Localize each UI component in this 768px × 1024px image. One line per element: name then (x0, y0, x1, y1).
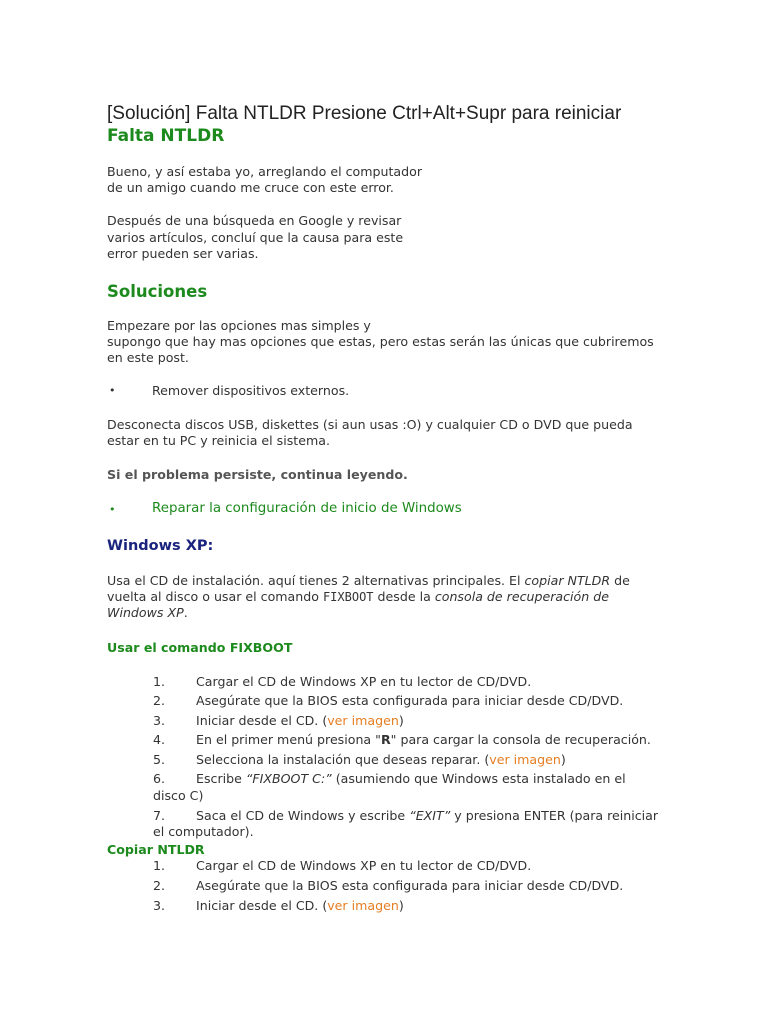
heading-copiar-ntldr: Copiar NTLDR (107, 842, 205, 857)
step-number: 1. (153, 674, 166, 689)
usa-line-1: Usa el CD de instalación. aquí tienes 2 alternativas principales. El copiar NTLDR de (107, 573, 630, 588)
page-title: [Solución] Falta NTLDR Presione Ctrl+Alt+Supr para reiniciar (107, 103, 622, 124)
step-number: 3. (153, 713, 166, 728)
ver-imagen-link[interactable]: ver imagen (327, 713, 399, 728)
heading-windows-xp: Windows XP: (107, 538, 214, 554)
ver-imagen-link[interactable]: ver imagen (327, 898, 399, 913)
step-number: 4. (153, 732, 166, 747)
intro-line-4: varios artículos, concluí que la causa para este (107, 230, 404, 245)
step-number: 6. (153, 771, 166, 786)
usa-line-3: Windows XP. (107, 605, 188, 620)
heading-falta-ntldr: Falta NTLDR (107, 126, 225, 146)
bullet-reparar: Reparar la configuración de inicio de Windows (152, 501, 462, 516)
heading-soluciones: Soluciones (107, 282, 208, 301)
fixboot-step-7-cont: el computador). (153, 824, 254, 839)
ver-imagen-link[interactable]: ver imagen (489, 752, 561, 767)
fixboot-step-7: Saca el CD de Windows y escribe “EXIT” y presiona ENTER (para reiniciar (196, 808, 659, 823)
soluciones-line-3: en este post. (107, 350, 189, 365)
step-number: 1. (153, 858, 166, 873)
copiar-step-1: Cargar el CD de Windows XP en tu lector de CD/DVD. (196, 858, 532, 873)
desconecta-line-1: Desconecta discos USB, diskettes (si aun usas :O) y cualquier CD o DVD que pueda (107, 417, 633, 432)
step-number: 7. (153, 808, 166, 823)
intro-line-5: error pueden ser varias. (107, 246, 259, 261)
fixboot-step-4: En el primer menú presiona "R" para cargar la consola de recuperación. (196, 732, 651, 747)
step-number: 2. (153, 878, 166, 893)
bullet-marker: • (109, 503, 116, 516)
step-number: 2. (153, 693, 166, 708)
step-number: 3. (153, 898, 166, 913)
bullet-marker: • (109, 384, 116, 397)
fixboot-step-1: Cargar el CD de Windows XP en tu lector de CD/DVD. (196, 674, 532, 689)
heading-usar-fixboot: Usar el comando FIXBOOT (107, 640, 293, 655)
soluciones-line-1: Empezare por las opciones mas simples y (107, 318, 371, 333)
intro-line-3: Después de una búsqueda en Google y revisar (107, 213, 402, 228)
step-number: 5. (153, 752, 166, 767)
persiste-note: Si el problema persiste, continua leyendo. (107, 467, 408, 482)
intro-line-2: de un amigo cuando me cruce con este error. (107, 180, 394, 195)
fixboot-step-3: Iniciar desde el CD. (ver imagen) (196, 713, 404, 728)
intro-line-1: Bueno, y así estaba yo, arreglando el computador (107, 164, 423, 179)
bullet-remover: Remover dispositivos externos. (152, 383, 350, 398)
fixboot-step-5: Selecciona la instalación que deseas reparar. (ver imagen) (196, 752, 566, 767)
copiar-step-2: Asegúrate que la BIOS esta configurada para iniciar desde CD/DVD. (196, 878, 624, 893)
fixboot-step-2: Asegúrate que la BIOS esta configurada para iniciar desde CD/DVD. (196, 693, 624, 708)
soluciones-line-2: supongo que hay mas opciones que estas, pero estas serán las únicas que cubriremos (107, 334, 654, 349)
fixboot-step-6-cont: disco C) (153, 788, 204, 803)
copiar-step-3: Iniciar desde el CD. (ver imagen) (196, 898, 404, 913)
desconecta-line-2: estar en tu PC y reinicia el sistema. (107, 433, 330, 448)
fixboot-step-6: Escribe “FIXBOOT C:” (asumiendo que Windows esta instalado en el (196, 771, 626, 786)
usa-line-2: vuelta al disco o usar el comando FIXBOOT desde la consola de recuperación de (107, 589, 609, 604)
